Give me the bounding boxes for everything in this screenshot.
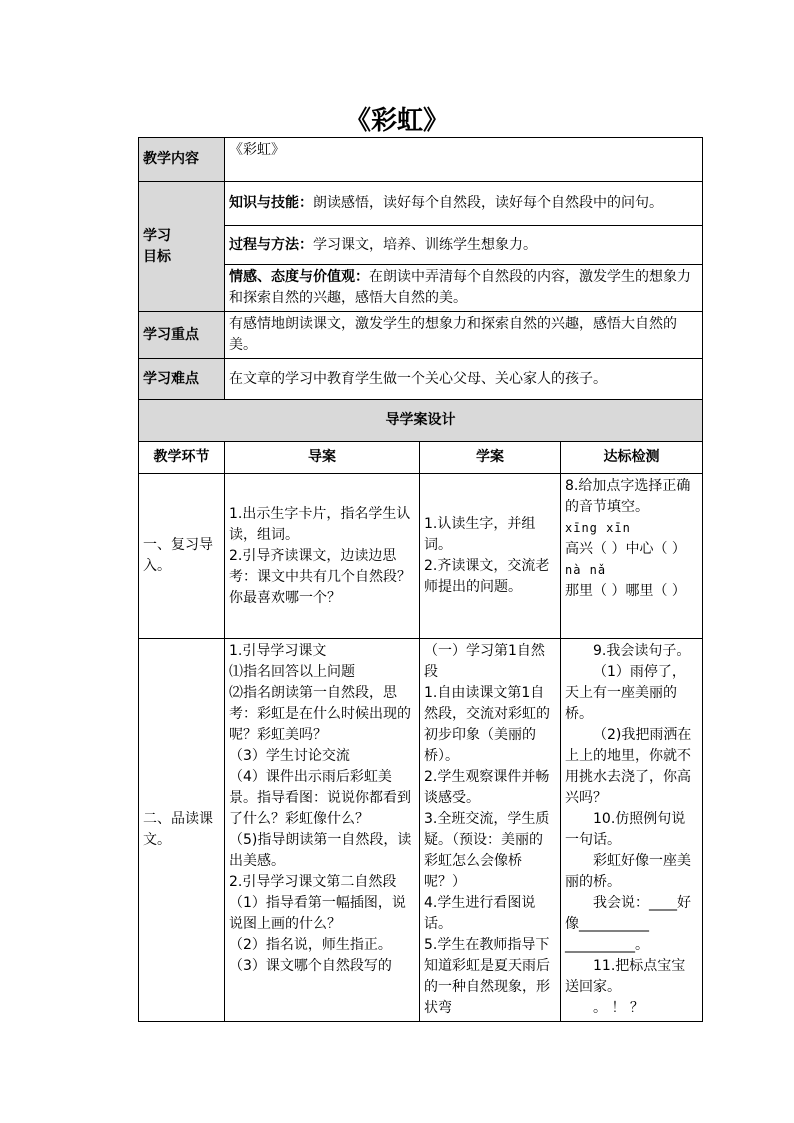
check-reading: 9.我会读句子。 （1）雨停了，天上有一座美丽的桥。 （2)我把雨洒在上上的地里，你就不用挑水去浇了，你高兴吗？ 10.仿照例句说一句话。 彩虹好像一座美丽的桥。 我会说：____好像__________ __________。 11.把标点宝宝送回家。 。 ！ ？ <box>561 639 703 1022</box>
goal-process: 过程与方法：学习课文，培养、训练学生想象力。 <box>225 226 703 265</box>
design-heading: 导学案设计 <box>139 400 703 442</box>
content-value: 《彩虹》 <box>225 138 703 182</box>
goal-emotion: 情感、态度与价值观：在朗读中弄清每个自然段的内容，激发学生的想象力和探索自然的兴趣，感悟大自然的美。 <box>225 265 703 312</box>
column-header: 达标检测 <box>561 442 703 474</box>
difficulty-text: 在文章的学习中教育学生做一个关心父母、关心家人的孩子。 <box>225 359 703 400</box>
guide-reading: 1.引导学习课文 ⑴指名回答以上问题 ⑵指名朗读第一自然段，思考：彩虹是在什么时候出现的呢？彩虹美吗？ （3）学生讨论交流 （4）课件出示雨后彩虹美景。指导看图：说说你都看到了什么？彩虹像什么？ （5)指导朗读第一自然段，读出美感。 2.引导学习课文第二自然段 （1）指导看第一幅插图，说说图上画的什么？ （2）指名说，师生指正。 （3）课文哪个自然段写的 <box>225 639 420 1022</box>
content-label: 教学内容 <box>139 138 225 182</box>
goal-knowledge: 知识与技能：朗读感悟，读好每个自然段，读好每个自然段中的问句。 <box>225 182 703 226</box>
document-title: 《彩虹》 <box>344 106 449 136</box>
stage-review: 一、复习导入。 <box>139 474 225 639</box>
column-header: 教学环节 <box>139 442 225 474</box>
study-review: 1.认读生字，并组词。 2.齐读课文，交流老师提出的问题。 <box>420 474 561 639</box>
key-text: 有感情地朗读课文，激发学生的想象力和探索自然的兴趣，感悟大自然的美。 <box>225 312 703 359</box>
lesson-plan-table <box>138 137 703 1022</box>
stage-reading: 二、品读课文。 <box>139 639 225 1022</box>
difficulty-label: 学习难点 <box>139 359 225 400</box>
check-review: 8.给加点字选择正确的音节填空。 xīng xīn 高兴（ ）中心（ ） nà nǎ 那里（ ）哪里（ ） <box>561 474 703 639</box>
column-header: 学案 <box>420 442 561 474</box>
key-label: 学习重点 <box>139 312 225 359</box>
study-reading: （一）学习第1自然段 1.自由读课文第1自然段，交流对彩虹的初步印象（美丽的桥）。 2.学生观察课件并畅谈感受。 3.全班交流，学生质疑。（预设：美丽的彩虹怎么会像桥呢？） 4.学生进行看图说话。 5.学生在教师指导下知道彩虹是夏天雨后的一种自然现象，形状弯 <box>420 639 561 1022</box>
column-header: 导案 <box>225 442 420 474</box>
goals-label: 学习 目标 <box>139 182 225 312</box>
guide-review: 1.出示生字卡片，指名学生认读，组词。 2.引导齐读课文，边读边思考：课文中共有几个自然段？你最喜欢哪一个？ <box>225 474 420 639</box>
